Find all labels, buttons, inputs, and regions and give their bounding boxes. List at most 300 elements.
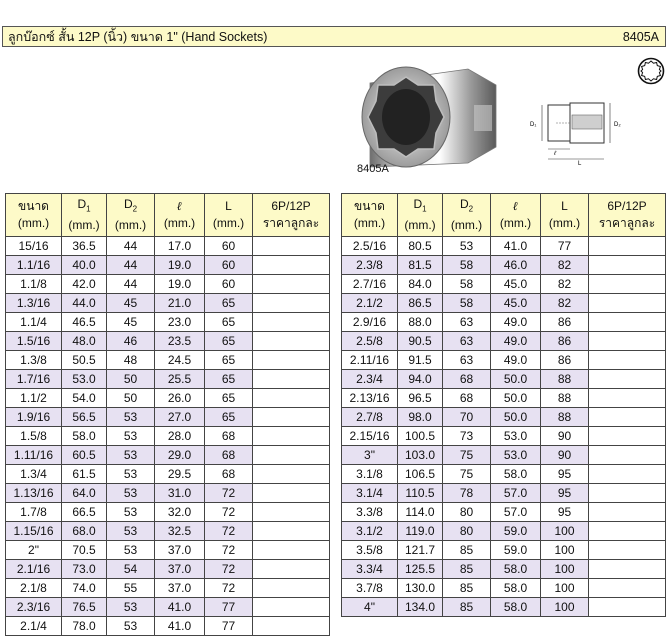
price-cell [589, 294, 666, 313]
twelve-point-icon [637, 57, 665, 85]
length-cell: 65 [205, 294, 253, 313]
d2-cell: 53 [107, 503, 155, 522]
price-cell [253, 370, 330, 389]
d1-cell: 114.0 [398, 503, 443, 522]
ell-cell: 53.0 [491, 446, 541, 465]
table-row [342, 294, 666, 313]
ell-cell: 46.0 [491, 256, 541, 275]
price-cell [589, 598, 666, 617]
table-row [342, 237, 666, 256]
d2-cell: 75 [443, 465, 491, 484]
price-cell [253, 427, 330, 446]
price-cell [253, 522, 330, 541]
d1-cell: 88.0 [398, 313, 443, 332]
ell-cell: 29.5 [155, 465, 205, 484]
size-cell: 1.1/8 [6, 275, 62, 294]
table-row [6, 294, 330, 313]
price-cell [589, 389, 666, 408]
table-row [6, 560, 330, 579]
d1-label: D₁ [530, 122, 537, 128]
ell-cell: 23.5 [155, 332, 205, 351]
price-cell [253, 275, 330, 294]
price-cell [589, 256, 666, 275]
price-cell [589, 370, 666, 389]
length-cell: 72 [205, 522, 253, 541]
ell-cell: 57.0 [491, 484, 541, 503]
d2-cell: 68 [443, 389, 491, 408]
table-row [6, 351, 330, 370]
length-cell: 95 [541, 465, 589, 484]
d1-cell: 96.5 [398, 389, 443, 408]
length-cell: 72 [205, 503, 253, 522]
size-cell: 3.1/8 [342, 465, 398, 484]
price-cell [253, 560, 330, 579]
d2-cell: 53 [107, 427, 155, 446]
ell-cell: 45.0 [491, 294, 541, 313]
size-cell: 2.1/16 [6, 560, 62, 579]
table-row [6, 522, 330, 541]
length-cell: 90 [541, 427, 589, 446]
d1-cell: 44.0 [62, 294, 107, 313]
price-cell [589, 408, 666, 427]
size-cell: 3.3/8 [342, 503, 398, 522]
table-row [342, 332, 666, 351]
table-row [6, 484, 330, 503]
length-cell: 95 [541, 484, 589, 503]
d1-cell: 74.0 [62, 579, 107, 598]
table-row [342, 484, 666, 503]
d1-cell: 56.5 [62, 408, 107, 427]
length-cell: 65 [205, 313, 253, 332]
ell-cell: 37.0 [155, 541, 205, 560]
d1-header: $D_1$ (mm.) [398, 194, 443, 237]
table-header-row [342, 194, 666, 237]
table-row [6, 256, 330, 275]
length-cell: 65 [205, 370, 253, 389]
size-cell: 2.1/2 [342, 294, 398, 313]
length-cell: 72 [205, 579, 253, 598]
d2-cell: 55 [107, 579, 155, 598]
d1-cell: 76.5 [62, 598, 107, 617]
price-cell [253, 541, 330, 560]
price-cell [589, 560, 666, 579]
ell-cell: 23.0 [155, 313, 205, 332]
table-row [342, 427, 666, 446]
d2-cell: 53 [107, 617, 155, 636]
table-row [342, 275, 666, 294]
length-cell: 77 [205, 598, 253, 617]
size-cell: 3" [342, 446, 398, 465]
d2-cell: 58 [443, 256, 491, 275]
d2-cell: 63 [443, 332, 491, 351]
ell-cell: 28.0 [155, 427, 205, 446]
ell-cell: 58.0 [491, 560, 541, 579]
d2-cell: 85 [443, 598, 491, 617]
price-cell [253, 579, 330, 598]
length-cell: 82 [541, 256, 589, 275]
length-cell: 68 [205, 427, 253, 446]
table-row [342, 389, 666, 408]
d1-cell: 73.0 [62, 560, 107, 579]
length-cell: 90 [541, 446, 589, 465]
d1-cell: 68.0 [62, 522, 107, 541]
size-cell: 1.3/4 [6, 465, 62, 484]
d1-cell: 53.0 [62, 370, 107, 389]
length-cell: 65 [205, 389, 253, 408]
table-row [342, 598, 666, 617]
ell-header: ℓ (mm.) [491, 194, 541, 237]
d2-cell: 44 [107, 275, 155, 294]
ell-cell: 49.0 [491, 351, 541, 370]
d2-cell: 58 [443, 294, 491, 313]
ell-cell: 49.0 [491, 332, 541, 351]
price-header: 6P/12P ราคาลูกละ [589, 194, 666, 237]
ell-cell: 31.0 [155, 484, 205, 503]
size-cell: 1.1/16 [6, 256, 62, 275]
d1-cell: 60.5 [62, 446, 107, 465]
d2-cell: 85 [443, 579, 491, 598]
length-cell: 60 [205, 256, 253, 275]
size-cell: 2.5/8 [342, 332, 398, 351]
length-cell: 60 [205, 275, 253, 294]
table-row [342, 446, 666, 465]
length-cell: 65 [205, 408, 253, 427]
size-cell: 1.7/16 [6, 370, 62, 389]
price-cell [253, 294, 330, 313]
table-row [342, 370, 666, 389]
size-cell: 1.3/8 [6, 351, 62, 370]
size-cell: 3.7/8 [342, 579, 398, 598]
d1-cell: 98.0 [398, 408, 443, 427]
table-row [6, 332, 330, 351]
length-cell: 77 [541, 237, 589, 256]
d2-cell: 50 [107, 389, 155, 408]
price-cell [253, 465, 330, 484]
ell-cell: 45.0 [491, 275, 541, 294]
ell-cell: 26.0 [155, 389, 205, 408]
d1-cell: 106.5 [398, 465, 443, 484]
price-cell [589, 275, 666, 294]
table-row [342, 541, 666, 560]
length-cell: 95 [541, 503, 589, 522]
right-size-table [341, 193, 666, 617]
d1-cell: 125.5 [398, 560, 443, 579]
size-cell: 15/16 [6, 237, 62, 256]
d1-cell: 134.0 [398, 598, 443, 617]
d1-cell: 90.5 [398, 332, 443, 351]
table-row [342, 522, 666, 541]
ell-cell: 50.0 [491, 389, 541, 408]
length-cell: 86 [541, 351, 589, 370]
table-row [6, 427, 330, 446]
length-cell: 100 [541, 598, 589, 617]
ell-cell: 41.0 [155, 598, 205, 617]
table-row [6, 408, 330, 427]
length-cell: 100 [541, 522, 589, 541]
d2-cell: 75 [443, 446, 491, 465]
ell-cell: 59.0 [491, 541, 541, 560]
size-cell: 2.3/16 [6, 598, 62, 617]
price-cell [589, 503, 666, 522]
table-row [342, 408, 666, 427]
size-cell: 3.5/8 [342, 541, 398, 560]
d1-cell: 94.0 [398, 370, 443, 389]
table-row [6, 617, 330, 636]
table-row [6, 275, 330, 294]
d2-cell: 45 [107, 294, 155, 313]
price-cell [589, 522, 666, 541]
d1-cell: 121.7 [398, 541, 443, 560]
size-cell: 2.13/16 [342, 389, 398, 408]
ell-label: ℓ [554, 151, 556, 157]
d2-cell: 53 [107, 522, 155, 541]
d2-cell: 58 [443, 275, 491, 294]
ell-cell: 37.0 [155, 579, 205, 598]
model-code: 8405A [622, 29, 659, 44]
ell-cell: 57.0 [491, 503, 541, 522]
table-row [6, 503, 330, 522]
price-cell [589, 313, 666, 332]
size-cell: 2.15/16 [342, 427, 398, 446]
table-row [342, 313, 666, 332]
size-cell: 2.1/4 [6, 617, 62, 636]
d1-cell: 64.0 [62, 484, 107, 503]
ell-cell: 19.0 [155, 275, 205, 294]
length-cell: 88 [541, 389, 589, 408]
price-cell [253, 503, 330, 522]
size-cell: 1.11/16 [6, 446, 62, 465]
ell-cell: 32.5 [155, 522, 205, 541]
d2-cell: 54 [107, 560, 155, 579]
price-cell [589, 541, 666, 560]
page-title: ลูกบ๊อกซ์ สั้น 12P (นิ้ว) ขนาด 1" (Hand Sockets) [8, 29, 268, 44]
size-cell: 2.9/16 [342, 313, 398, 332]
length-cell: 60 [205, 237, 253, 256]
ell-cell: 41.0 [491, 237, 541, 256]
d2-cell: 53 [107, 598, 155, 617]
size-cell: 1.5/8 [6, 427, 62, 446]
table-row [6, 579, 330, 598]
ell-cell: 41.0 [155, 617, 205, 636]
size-cell: 1.1/4 [6, 313, 62, 332]
table-row [342, 579, 666, 598]
length-cell: 86 [541, 313, 589, 332]
price-cell [589, 579, 666, 598]
d2-cell: 85 [443, 541, 491, 560]
socket-photo [356, 55, 498, 173]
d1-cell: 86.5 [398, 294, 443, 313]
price-cell [589, 351, 666, 370]
ell-cell: 24.5 [155, 351, 205, 370]
length-cell: 65 [205, 332, 253, 351]
d1-cell: 81.5 [398, 256, 443, 275]
size-cell: 1.5/16 [6, 332, 62, 351]
length-cell: 86 [541, 332, 589, 351]
d2-cell: 53 [443, 237, 491, 256]
d2-cell: 44 [107, 237, 155, 256]
price-cell [253, 256, 330, 275]
length-cell: 100 [541, 541, 589, 560]
ell-cell: 27.0 [155, 408, 205, 427]
size-cell: 1.7/8 [6, 503, 62, 522]
price-cell [589, 446, 666, 465]
size-cell: 3.1/2 [342, 522, 398, 541]
ell-cell: 32.0 [155, 503, 205, 522]
d1-header: $D_1$ (mm.) [62, 194, 107, 237]
ell-cell: 49.0 [491, 313, 541, 332]
ell-cell: 17.0 [155, 237, 205, 256]
length-cell: 77 [205, 617, 253, 636]
price-cell [253, 617, 330, 636]
size-cell: 2.7/16 [342, 275, 398, 294]
d1-cell: 130.0 [398, 579, 443, 598]
price-cell [589, 332, 666, 351]
ell-cell: 25.5 [155, 370, 205, 389]
price-cell [253, 389, 330, 408]
length-cell: 100 [541, 579, 589, 598]
d1-cell: 84.0 [398, 275, 443, 294]
length-header: L (mm.) [205, 194, 253, 237]
size-cell: 2.7/8 [342, 408, 398, 427]
d2-cell: 80 [443, 503, 491, 522]
length-header: L (mm.) [541, 194, 589, 237]
ell-cell: 19.0 [155, 256, 205, 275]
ell-cell: 37.0 [155, 560, 205, 579]
length-cell: 72 [205, 560, 253, 579]
d1-cell: 66.5 [62, 503, 107, 522]
d1-cell: 80.5 [398, 237, 443, 256]
d1-cell: 100.5 [398, 427, 443, 446]
d1-cell: 103.0 [398, 446, 443, 465]
d2-cell: 85 [443, 560, 491, 579]
length-cell: 68 [205, 465, 253, 484]
table-row [6, 465, 330, 484]
d1-cell: 61.5 [62, 465, 107, 484]
d1-cell: 119.0 [398, 522, 443, 541]
length-cell: 82 [541, 275, 589, 294]
d2-cell: 73 [443, 427, 491, 446]
ell-cell: 50.0 [491, 408, 541, 427]
size-cell: 3.1/4 [342, 484, 398, 503]
d2-cell: 53 [107, 465, 155, 484]
table-row [342, 503, 666, 522]
price-cell [589, 484, 666, 503]
photo-caption: 8405A [357, 163, 389, 175]
size-header: ขนาด (mm.) [6, 194, 62, 237]
price-cell [253, 351, 330, 370]
price-cell [253, 598, 330, 617]
size-cell: 1.3/16 [6, 294, 62, 313]
ell-cell: 58.0 [491, 465, 541, 484]
length-cell: 88 [541, 370, 589, 389]
ell-cell: 50.0 [491, 370, 541, 389]
d1-cell: 50.5 [62, 351, 107, 370]
size-cell: 1.13/16 [6, 484, 62, 503]
d2-cell: 46 [107, 332, 155, 351]
d1-cell: 54.0 [62, 389, 107, 408]
d1-cell: 70.5 [62, 541, 107, 560]
table-row [342, 560, 666, 579]
length-label: L [578, 161, 582, 167]
size-cell: 1.1/2 [6, 389, 62, 408]
d2-cell: 45 [107, 313, 155, 332]
ell-cell: 29.0 [155, 446, 205, 465]
size-cell: 2" [6, 541, 62, 560]
ell-cell: 59.0 [491, 522, 541, 541]
d1-cell: 36.5 [62, 237, 107, 256]
table-row [342, 465, 666, 484]
d2-cell: 68 [443, 370, 491, 389]
size-cell: 2.5/16 [342, 237, 398, 256]
d1-cell: 91.5 [398, 351, 443, 370]
length-cell: 68 [205, 446, 253, 465]
d2-cell: 63 [443, 313, 491, 332]
size-cell: 2.3/8 [342, 256, 398, 275]
d2-cell: 48 [107, 351, 155, 370]
size-cell: 4" [342, 598, 398, 617]
d2-cell: 53 [107, 541, 155, 560]
d2-cell: 63 [443, 351, 491, 370]
d2-cell: 44 [107, 256, 155, 275]
price-cell [589, 465, 666, 484]
price-cell [253, 446, 330, 465]
d2-cell: 53 [107, 446, 155, 465]
d1-cell: 40.0 [62, 256, 107, 275]
table-row [342, 351, 666, 370]
d1-cell: 42.0 [62, 275, 107, 294]
table-header-row [6, 194, 330, 237]
table-row [6, 313, 330, 332]
d1-cell: 46.5 [62, 313, 107, 332]
d2-cell: 78 [443, 484, 491, 503]
d2-header: $D_2$ (mm.) [107, 194, 155, 237]
d2-cell: 53 [107, 484, 155, 503]
size-cell: 1.9/16 [6, 408, 62, 427]
d1-cell: 58.0 [62, 427, 107, 446]
dimension-drawing [512, 97, 668, 167]
table-row [6, 389, 330, 408]
d1-cell: 48.0 [62, 332, 107, 351]
size-cell: 3.3/4 [342, 560, 398, 579]
ell-header: ℓ (mm.) [155, 194, 205, 237]
left-size-table [5, 193, 330, 636]
price-cell [589, 237, 666, 256]
ell-cell: 21.0 [155, 294, 205, 313]
length-cell: 82 [541, 294, 589, 313]
price-cell [253, 313, 330, 332]
size-cell: 2.1/8 [6, 579, 62, 598]
price-cell [253, 332, 330, 351]
size-cell: 2.3/4 [342, 370, 398, 389]
table-row [6, 598, 330, 617]
price-cell [253, 408, 330, 427]
length-cell: 65 [205, 351, 253, 370]
length-cell: 100 [541, 560, 589, 579]
d2-cell: 50 [107, 370, 155, 389]
size-cell: 1.15/16 [6, 522, 62, 541]
table-row [342, 256, 666, 275]
length-cell: 88 [541, 408, 589, 427]
size-cell: 2.11/16 [342, 351, 398, 370]
table-row [6, 541, 330, 560]
price-cell [589, 427, 666, 446]
size-header: ขนาด (mm.) [342, 194, 398, 237]
table-row [6, 237, 330, 256]
d2-header: $D_2$ (mm.) [443, 194, 491, 237]
d2-cell: 53 [107, 408, 155, 427]
price-header: 6P/12P ราคาลูกละ [253, 194, 330, 237]
d1-cell: 78.0 [62, 617, 107, 636]
